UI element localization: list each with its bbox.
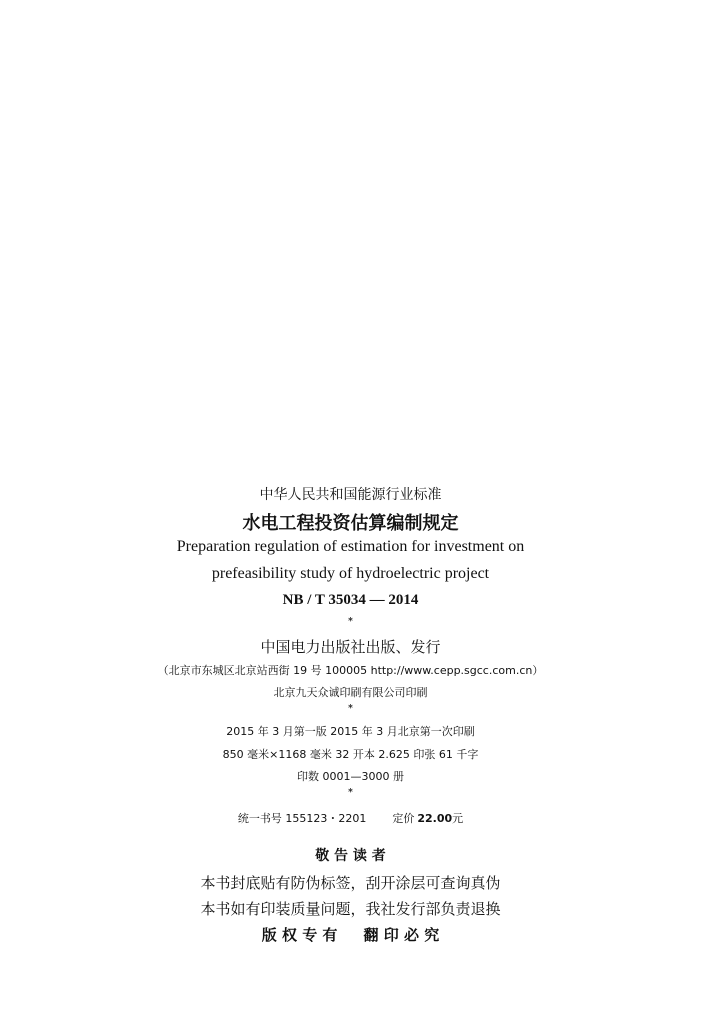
copyright-notice: 版 权 专 有 翻 印 必 究	[261, 926, 440, 944]
price-value: 22.00	[417, 812, 453, 825]
separator-star: *	[348, 704, 353, 714]
notice-anticounterfeit: 本书封底贴有防伪标签，刮开涂层可查询真伪	[200, 874, 501, 892]
print-run: 印数 0001—3000 册	[297, 770, 404, 783]
edition-info: 2015 年 3 月第一版 2015 年 3 月北京第一次印刷	[226, 725, 475, 738]
title-english-line2: prefeasibility study of hydroelectric project	[211, 565, 490, 582]
isbn-price-row	[0, 810, 701, 826]
price-label: 定价	[392, 812, 415, 825]
notice-heading: 敬 告 读 者	[315, 848, 386, 864]
separator-star: *	[348, 617, 353, 627]
title-english-line1: Preparation regulation of estimation for investment on	[176, 538, 525, 555]
title-chinese: 水电工程投资估算编制规定	[242, 513, 459, 534]
publisher: 中国电力出版社出版、发行	[260, 638, 441, 656]
notice-returns: 本书如有印装质量问题，我社发行部负责退换	[200, 900, 501, 918]
standard-number: NB / T 35034 — 2014	[282, 592, 419, 608]
format-info: 850 毫米×1168 毫米 32 开本 2.625 印张 61 千字	[222, 748, 479, 761]
separator-star: *	[348, 788, 353, 798]
book-number: 统一书号 155123・2201	[237, 812, 367, 825]
price-unit: 元	[452, 812, 464, 825]
printer: 北京九天众诚印刷有限公司印刷	[273, 686, 428, 699]
standard-series: 中华人民共和国能源行业标准	[259, 487, 442, 503]
publisher-address: （北京市东城区北京站西街 19 号 100005 http://www.cepp.sgcc.com.cn）	[157, 664, 544, 677]
